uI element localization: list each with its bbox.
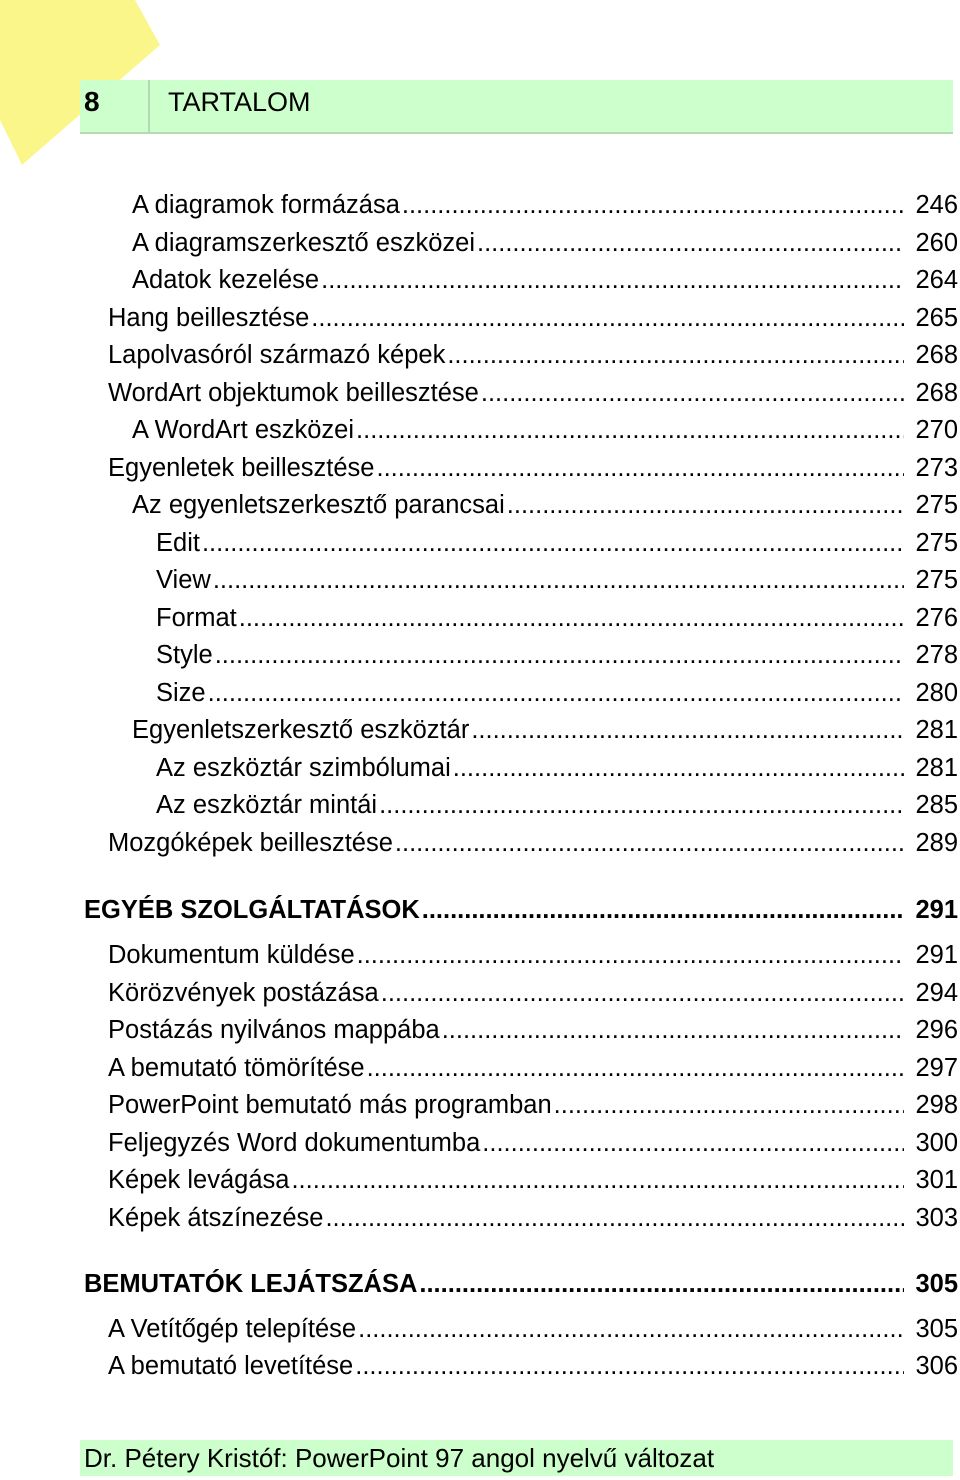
footer-text: Dr. Pétery Kristóf: PowerPoint 97 angol nyelvű változat bbox=[84, 1443, 715, 1473]
toc-entry-label: Képek levágása bbox=[108, 1166, 290, 1194]
toc-leader bbox=[356, 414, 904, 446]
toc-entry-page: 285 bbox=[915, 791, 958, 819]
toc-entry-page: 289 bbox=[915, 829, 958, 857]
toc-entry-page: 276 bbox=[915, 604, 958, 632]
toc-entry-page: 306 bbox=[915, 1352, 958, 1380]
toc-entry-page: 270 bbox=[915, 416, 958, 444]
toc-entry-page: 305 bbox=[915, 1315, 958, 1343]
toc-entry[interactable] bbox=[156, 677, 960, 709]
toc-entry[interactable] bbox=[108, 1014, 960, 1046]
toc-entry[interactable] bbox=[108, 377, 960, 409]
toc-leader bbox=[239, 602, 904, 634]
toc-entry-page: 273 bbox=[915, 454, 958, 482]
toc-entry-label: Size bbox=[156, 679, 206, 707]
toc-entry-label: Dokumentum küldése bbox=[108, 941, 355, 969]
toc-entry-page: 281 bbox=[915, 754, 958, 782]
toc-section-page: 305 bbox=[915, 1270, 958, 1298]
toc-entry[interactable] bbox=[156, 564, 960, 596]
toc-leader bbox=[554, 1089, 904, 1121]
toc-entry[interactable] bbox=[132, 227, 960, 259]
toc-entry[interactable] bbox=[108, 1089, 960, 1121]
toc-entry[interactable] bbox=[156, 789, 960, 821]
toc-leader bbox=[481, 377, 904, 409]
toc-entry[interactable] bbox=[132, 714, 960, 746]
toc-leader bbox=[311, 302, 904, 334]
toc-entry[interactable] bbox=[108, 1164, 960, 1196]
toc-entry-label: PowerPoint bemutató más programban bbox=[108, 1091, 552, 1119]
page-header bbox=[80, 80, 953, 134]
toc-entry[interactable] bbox=[132, 489, 960, 521]
toc-entry-label: Képek átszínezése bbox=[108, 1204, 324, 1232]
toc-entry-label: Mozgóképek beillesztése bbox=[108, 829, 393, 857]
toc-entry-label: A Vetítőgép telepítése bbox=[108, 1315, 357, 1343]
toc-entry-page: 275 bbox=[915, 529, 958, 557]
toc-leader bbox=[358, 1313, 904, 1345]
toc-entry-label: Format bbox=[156, 604, 237, 632]
toc-entry-page: 278 bbox=[915, 641, 958, 669]
toc-entry-page: 296 bbox=[915, 1016, 958, 1044]
toc-entry-label: Körözvények postázása bbox=[108, 979, 379, 1007]
toc-entry-page: 298 bbox=[915, 1091, 958, 1119]
toc-entry-page: 265 bbox=[915, 304, 958, 332]
toc-entry-label: A WordArt eszközei bbox=[132, 416, 355, 444]
toc-entry[interactable] bbox=[108, 1350, 960, 1382]
toc-entry-label: Style bbox=[156, 641, 213, 669]
toc-entry[interactable] bbox=[156, 602, 960, 634]
toc-leader bbox=[482, 1127, 904, 1159]
toc-section-label: EGYÉB SZOLGÁLTATÁSOK bbox=[84, 896, 420, 924]
toc-entry-page: 300 bbox=[915, 1129, 958, 1157]
toc-leader bbox=[202, 527, 904, 559]
toc-section[interactable] bbox=[84, 1268, 960, 1300]
page-title: TARTALOM bbox=[168, 87, 311, 117]
toc-entry-page: 260 bbox=[915, 229, 958, 257]
toc-leader bbox=[215, 639, 904, 671]
toc-entry[interactable] bbox=[108, 452, 960, 484]
toc-leader bbox=[367, 1052, 904, 1084]
toc-entry[interactable] bbox=[156, 752, 960, 784]
toc-leader bbox=[381, 977, 904, 1009]
toc-entry[interactable] bbox=[108, 977, 960, 1009]
toc-entry-page: 275 bbox=[915, 491, 958, 519]
toc-entry-page: 268 bbox=[915, 341, 958, 369]
toc-entry-page: 303 bbox=[915, 1204, 958, 1232]
page-footer bbox=[80, 1440, 953, 1476]
toc-leader bbox=[291, 1164, 904, 1196]
toc-leader bbox=[471, 714, 904, 746]
toc-entry[interactable] bbox=[108, 1127, 960, 1159]
toc-entry-label: WordArt objektumok beillesztése bbox=[108, 379, 479, 407]
toc-leader bbox=[325, 1202, 904, 1234]
toc-entry-page: 268 bbox=[915, 379, 958, 407]
toc-entry-page: 280 bbox=[915, 679, 958, 707]
toc-leader bbox=[395, 827, 904, 859]
toc-entry[interactable] bbox=[108, 302, 960, 334]
toc-entry-label: Feljegyzés Word dokumentumba bbox=[108, 1129, 481, 1157]
toc-entry-label: A bemutató levetítése bbox=[108, 1352, 354, 1380]
toc-entry-page: 264 bbox=[915, 266, 958, 294]
toc-leader bbox=[355, 1350, 904, 1382]
toc-entry-label: Edit bbox=[156, 529, 200, 557]
toc-entry-page: 281 bbox=[915, 716, 958, 744]
toc-leader bbox=[357, 939, 904, 971]
toc-leader bbox=[422, 894, 904, 926]
toc-leader bbox=[453, 752, 904, 784]
toc-section[interactable] bbox=[84, 894, 960, 926]
toc-entry[interactable] bbox=[132, 189, 960, 221]
toc-entry-page: 291 bbox=[915, 941, 958, 969]
toc-entry[interactable] bbox=[108, 1202, 960, 1234]
toc-leader bbox=[208, 677, 904, 709]
toc-entry-label: View bbox=[156, 566, 211, 594]
toc-leader bbox=[402, 189, 904, 221]
toc-leader bbox=[379, 789, 904, 821]
toc-leader bbox=[321, 264, 904, 296]
toc-leader bbox=[377, 452, 905, 484]
toc-entry-label: A diagramok formázása bbox=[132, 191, 400, 219]
toc-entry[interactable] bbox=[108, 939, 960, 971]
toc-entry-label: Az eszköztár mintái bbox=[156, 791, 378, 819]
toc-entry[interactable] bbox=[156, 639, 960, 671]
toc-leader bbox=[447, 339, 904, 371]
toc-section-label: BEMUTATÓK LEJÁTSZÁSA bbox=[84, 1270, 418, 1298]
toc-leader bbox=[442, 1014, 904, 1046]
toc-entry[interactable] bbox=[108, 827, 960, 859]
toc-leader bbox=[419, 1268, 904, 1300]
toc-section-page: 291 bbox=[915, 896, 958, 924]
toc-entry[interactable] bbox=[108, 339, 960, 371]
toc-leader bbox=[213, 564, 904, 596]
toc-entry-label: Postázás nyilvános mappába bbox=[108, 1016, 440, 1044]
toc-leader bbox=[507, 489, 904, 521]
toc-entry[interactable] bbox=[132, 264, 960, 296]
page-number: 8 bbox=[80, 80, 150, 132]
toc-entry[interactable] bbox=[108, 1313, 960, 1345]
toc-entry-label: A diagramszerkesztő eszközei bbox=[132, 229, 475, 257]
toc-entry[interactable] bbox=[132, 414, 960, 446]
toc-leader bbox=[477, 227, 904, 259]
toc-entry-page: 301 bbox=[915, 1166, 958, 1194]
toc-entry-label: Lapolvasóról származó képek bbox=[108, 341, 446, 369]
toc-entry-label: Az eszköztár szimbólumai bbox=[156, 754, 451, 782]
toc-entry-label: Egyenletszerkesztő eszköztár bbox=[132, 716, 470, 744]
toc-entry-page: 246 bbox=[915, 191, 958, 219]
toc-entry-page: 297 bbox=[915, 1054, 958, 1082]
toc-entry[interactable] bbox=[156, 527, 960, 559]
toc-entry-label: Egyenletek beillesztése bbox=[108, 454, 375, 482]
toc-entry-label: A bemutató tömörítése bbox=[108, 1054, 365, 1082]
toc-entry-label: Adatok kezelése bbox=[132, 266, 320, 294]
toc-entry-label: Hang beillesztése bbox=[108, 304, 310, 332]
toc-entry-page: 275 bbox=[915, 566, 958, 594]
toc-entry[interactable] bbox=[108, 1052, 960, 1084]
toc-entry-page: 294 bbox=[915, 979, 958, 1007]
toc-entry-label: Az egyenletszerkesztő parancsai bbox=[132, 491, 505, 519]
